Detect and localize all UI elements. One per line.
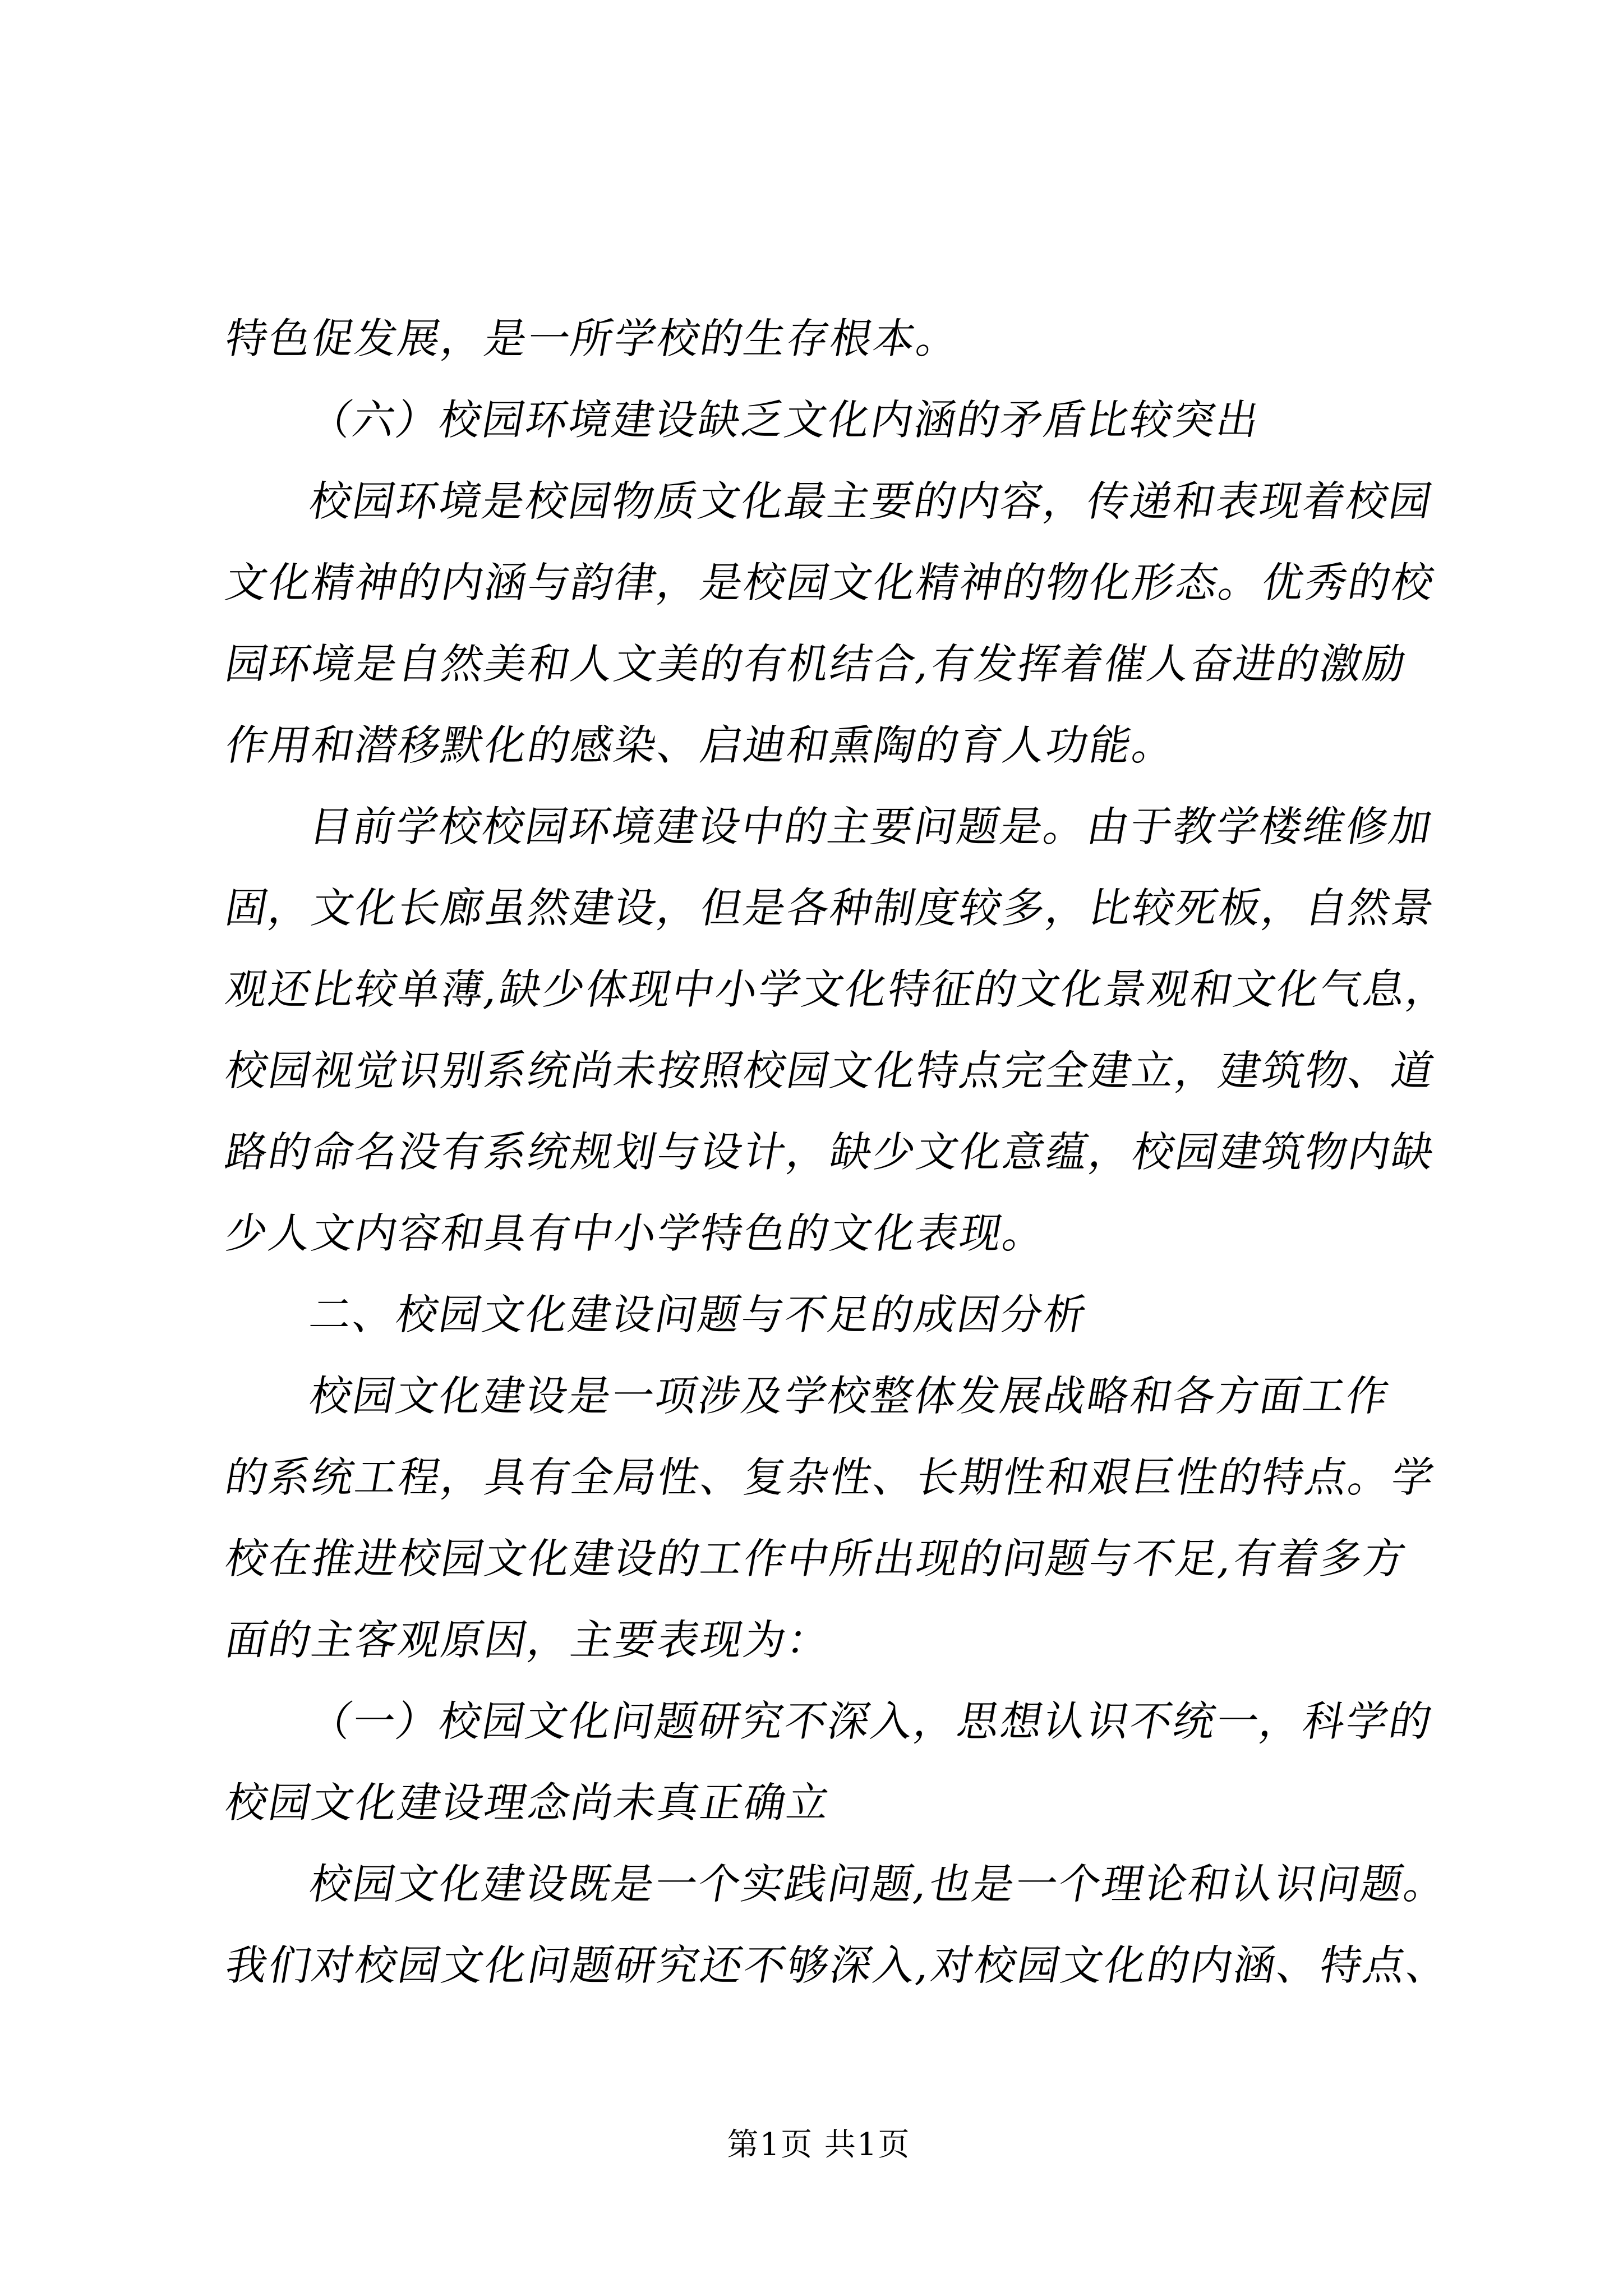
text-line: 特色促发展，是一所学校的生存根本。 <box>222 315 965 363</box>
text-line: 路的命名没有系统规划与设计，缺少文化意蕴，校园建筑物内缺 <box>222 1128 1440 1176</box>
text-line: 面的主客观原因，主要表现为： <box>222 1616 835 1664</box>
text-line: 校在推进校园文化建设的工作中所出现的问题与不足,有着多方 <box>222 1535 1411 1583</box>
text-line: 我们对校园文化问题研究还不够深入,对校园文化的内涵、特点、 <box>222 1941 1454 1990</box>
text-line: 校园文化建设既是一个实践问题,也是一个理论和认识问题。 <box>306 1860 1452 1908</box>
text-line: 观还比较单薄,缺少体现中小学文化特征的文化景观和文化气息， <box>222 965 1454 1014</box>
text-line: 少人文内容和具有中小学特色的文化表现。 <box>222 1209 1051 1258</box>
text-line: （六）校园环境建设缺乏文化内涵的矛盾比较突出 <box>306 396 1265 444</box>
page-number-footer: 第1页 共1页 <box>727 2127 911 2163</box>
text-line: 目前学校校园环境建设中的主要问题是。由于教学楼维修加 <box>306 803 1437 851</box>
text-line: 校园环境是校园物质文化最主要的内容，传递和表现着校园 <box>306 477 1437 526</box>
text-line: 的系统工程，具有全局性、复杂性、长期性和艰巨性的特点。学 <box>222 1453 1440 1502</box>
text-line: 固，文化长廊虽然建设，但是各种制度较多，比较死板，自然景 <box>222 884 1440 932</box>
text-line: 园环境是自然美和人文美的有机结合,有发挥着催人奋进的激励 <box>222 640 1411 688</box>
text-line: 校园视觉识别系统尚未按照校园文化特点完全建立，建筑物、道 <box>222 1047 1440 1095</box>
text-block <box>219 298 1454 2007</box>
text-line: （一）校园文化问题研究不深入，思想认识不统一，科学的 <box>306 1697 1437 1746</box>
text-line: 二、校园文化建设问题与不足的成因分析 <box>306 1291 1092 1339</box>
text-line: 校园文化建设理念尚未真正确立 <box>222 1779 835 1827</box>
text-line: 作用和潜移默化的感染、启迪和熏陶的育人功能。 <box>222 721 1181 770</box>
text-line: 文化精神的内涵与韵律，是校园文化精神的物化形态。优秀的校 <box>222 559 1440 607</box>
text-line: 校园文化建设是一项涉及学校整体发展战略和各方面工作 <box>306 1372 1394 1420</box>
